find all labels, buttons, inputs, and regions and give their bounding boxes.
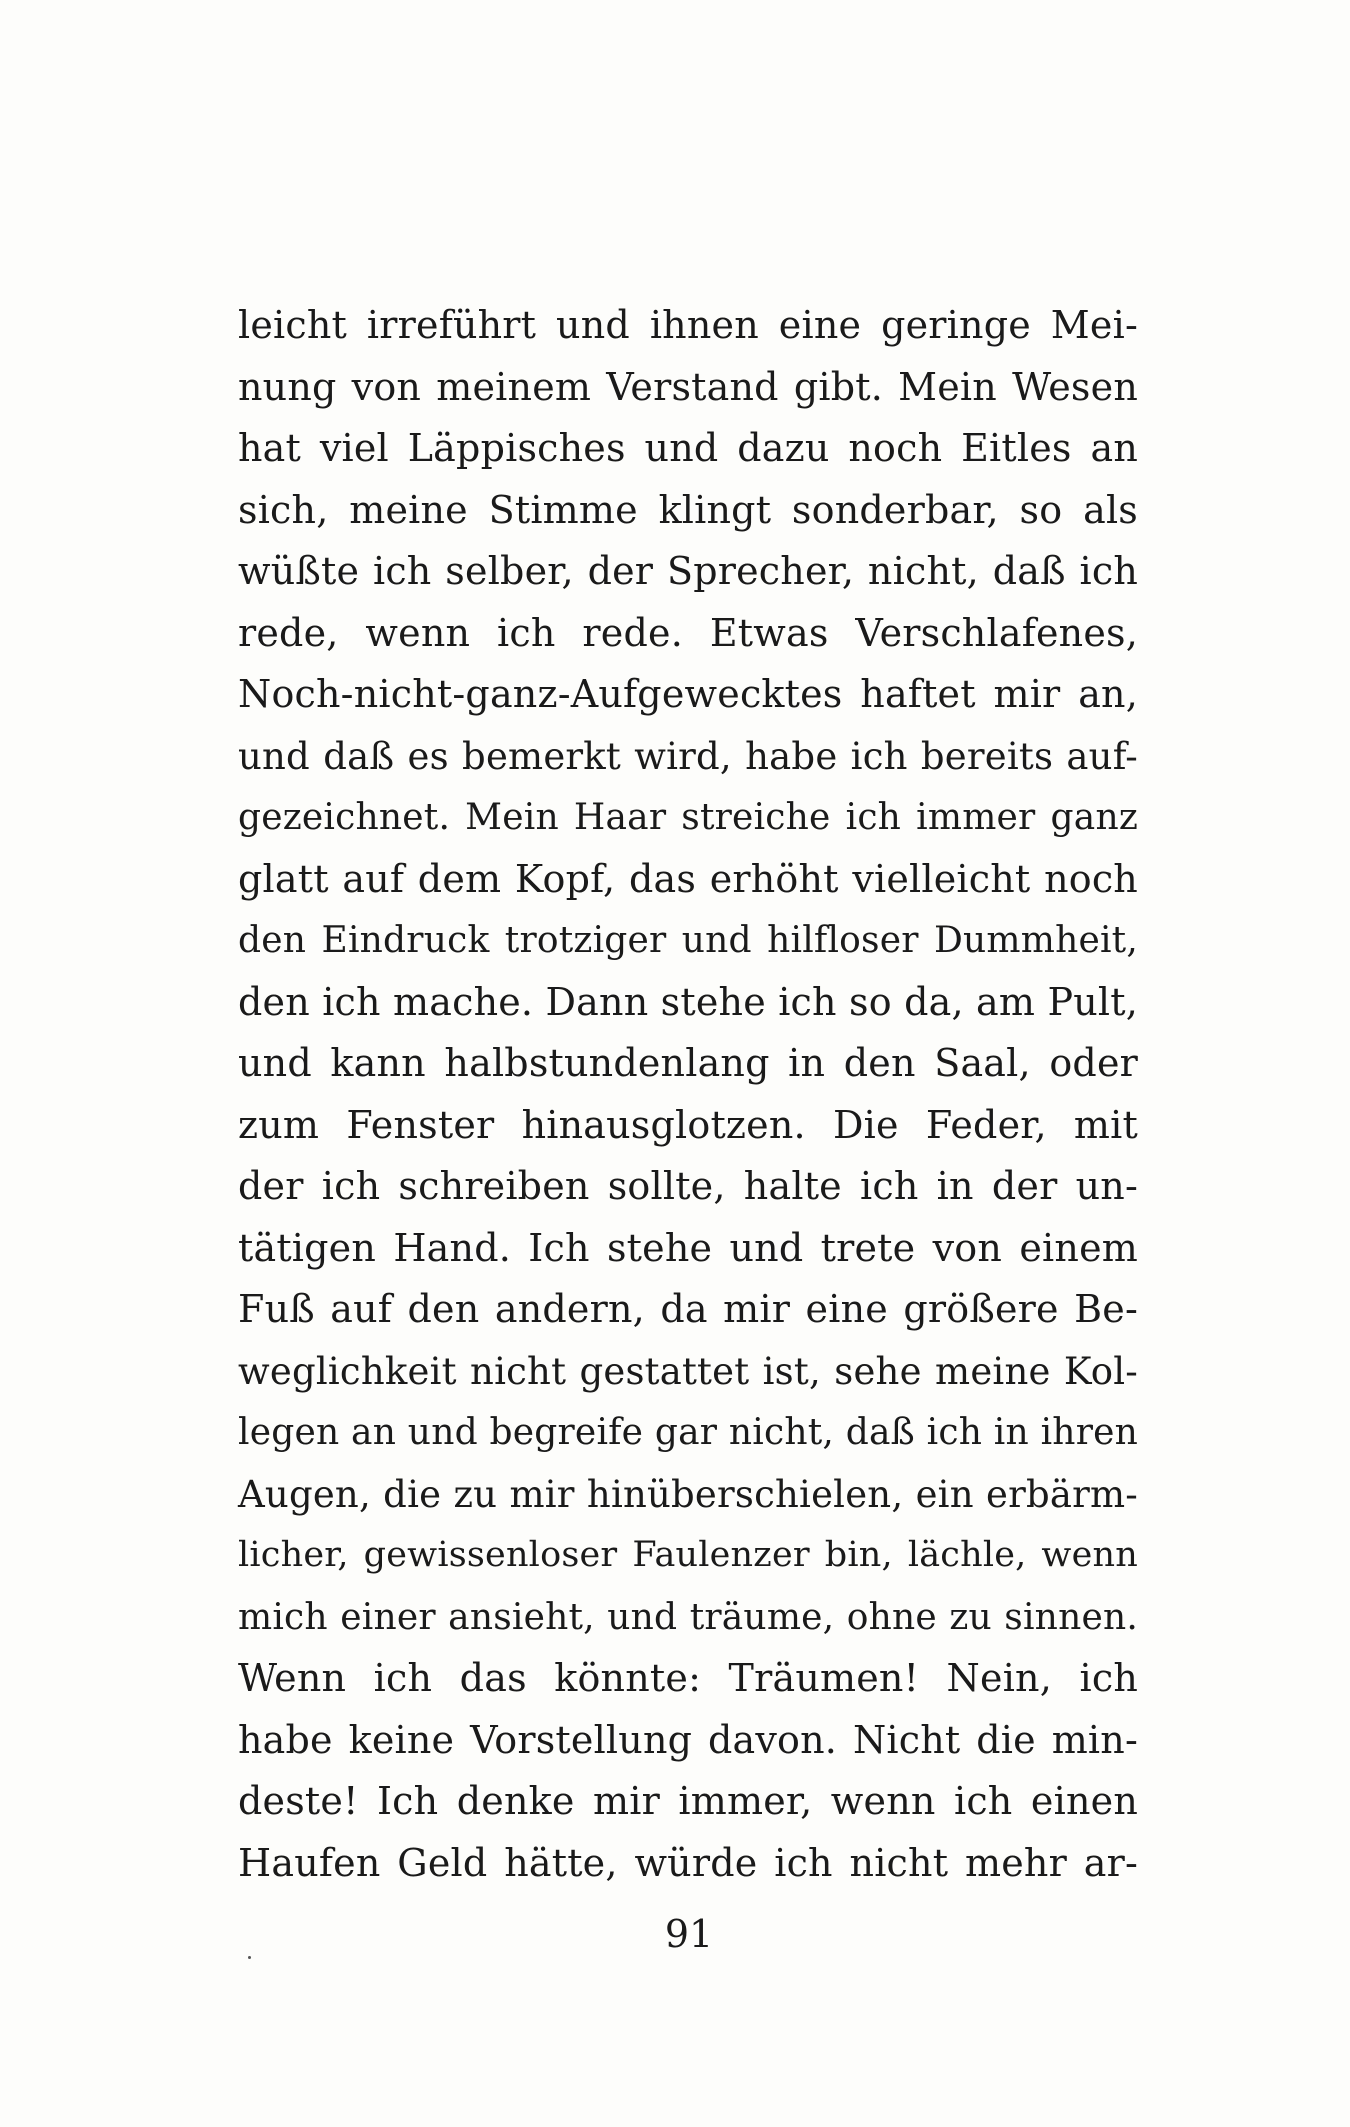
- text-line: licher, gewissenloser Faulenzer bin, lächle, wenn: [238, 1535, 1138, 1575]
- text-line: den ich mache. Dann stehe ich so da, am Pult,: [238, 979, 1138, 1024]
- text-line: weglichkeit nicht gestattet ist, sehe meine Kol-: [238, 1349, 1138, 1393]
- text-line: hat viel Läppisches und dazu noch Eitles an: [238, 426, 1138, 470]
- text-line: zum Fenster hinausglotzen. Die Feder, mit: [238, 1102, 1138, 1147]
- text-line: Wenn ich das könnte: Träumen! Nein, ich: [238, 1656, 1138, 1700]
- text-line: Augen, die zu mir hinüberschielen, ein erbärm-: [238, 1472, 1138, 1516]
- text-line: Haufen Geld hätte, würde ich nicht mehr ar-: [238, 1840, 1138, 1885]
- text-line: rede, wenn ich rede. Etwas Verschlafenes,: [238, 610, 1138, 655]
- text-line: deste! Ich denke mir immer, wenn ich einen: [238, 1779, 1138, 1823]
- text-line: nung von meinem Verstand gibt. Mein Wesen: [238, 364, 1138, 409]
- text-line: glatt auf dem Kopf, das erhöht vielleicht noch: [238, 856, 1138, 901]
- text-line: legen an und begreife gar nicht, daß ich in ihren: [238, 1412, 1138, 1453]
- text-line: und kann halbstundenlang in den Saal, oder: [238, 1041, 1138, 1085]
- text-line: gezeichnet. Mein Haar streiche ich immer ganz: [238, 797, 1138, 838]
- text-line: und daß es bemerkt wird, habe ich bereits auf-: [238, 734, 1138, 778]
- text-line: tätigen Hand. Ich stehe und trete von einem: [238, 1225, 1138, 1270]
- text-line: der ich schreiben sollte, halte ich in der un-: [238, 1164, 1138, 1208]
- text-line: wüßte ich selber, der Sprecher, nicht, daß ich: [238, 549, 1138, 593]
- text-line: habe keine Vorstellung davon. Nicht die min-: [238, 1717, 1138, 1762]
- text-line: Fuß auf den andern, da mir eine größere Be-: [238, 1287, 1138, 1331]
- text-line: mich einer ansieht, und träume, ohne zu sinnen.: [238, 1596, 1138, 1638]
- body-text: [238, 295, 1138, 1894]
- text-line: leicht irreführt und ihnen eine geringe Mei-: [238, 303, 1138, 347]
- text-line: den Eindruck trotziger und hilfloser Dummheit,: [238, 920, 1138, 961]
- text-line: Noch-nicht-ganz-Aufgewecktes haftet mir an,: [238, 672, 1138, 716]
- page-number: 91: [664, 1912, 714, 1956]
- text-line: sich, meine Stimme klingt sonderbar, so als: [238, 487, 1138, 532]
- paper-speck: [248, 1956, 251, 1959]
